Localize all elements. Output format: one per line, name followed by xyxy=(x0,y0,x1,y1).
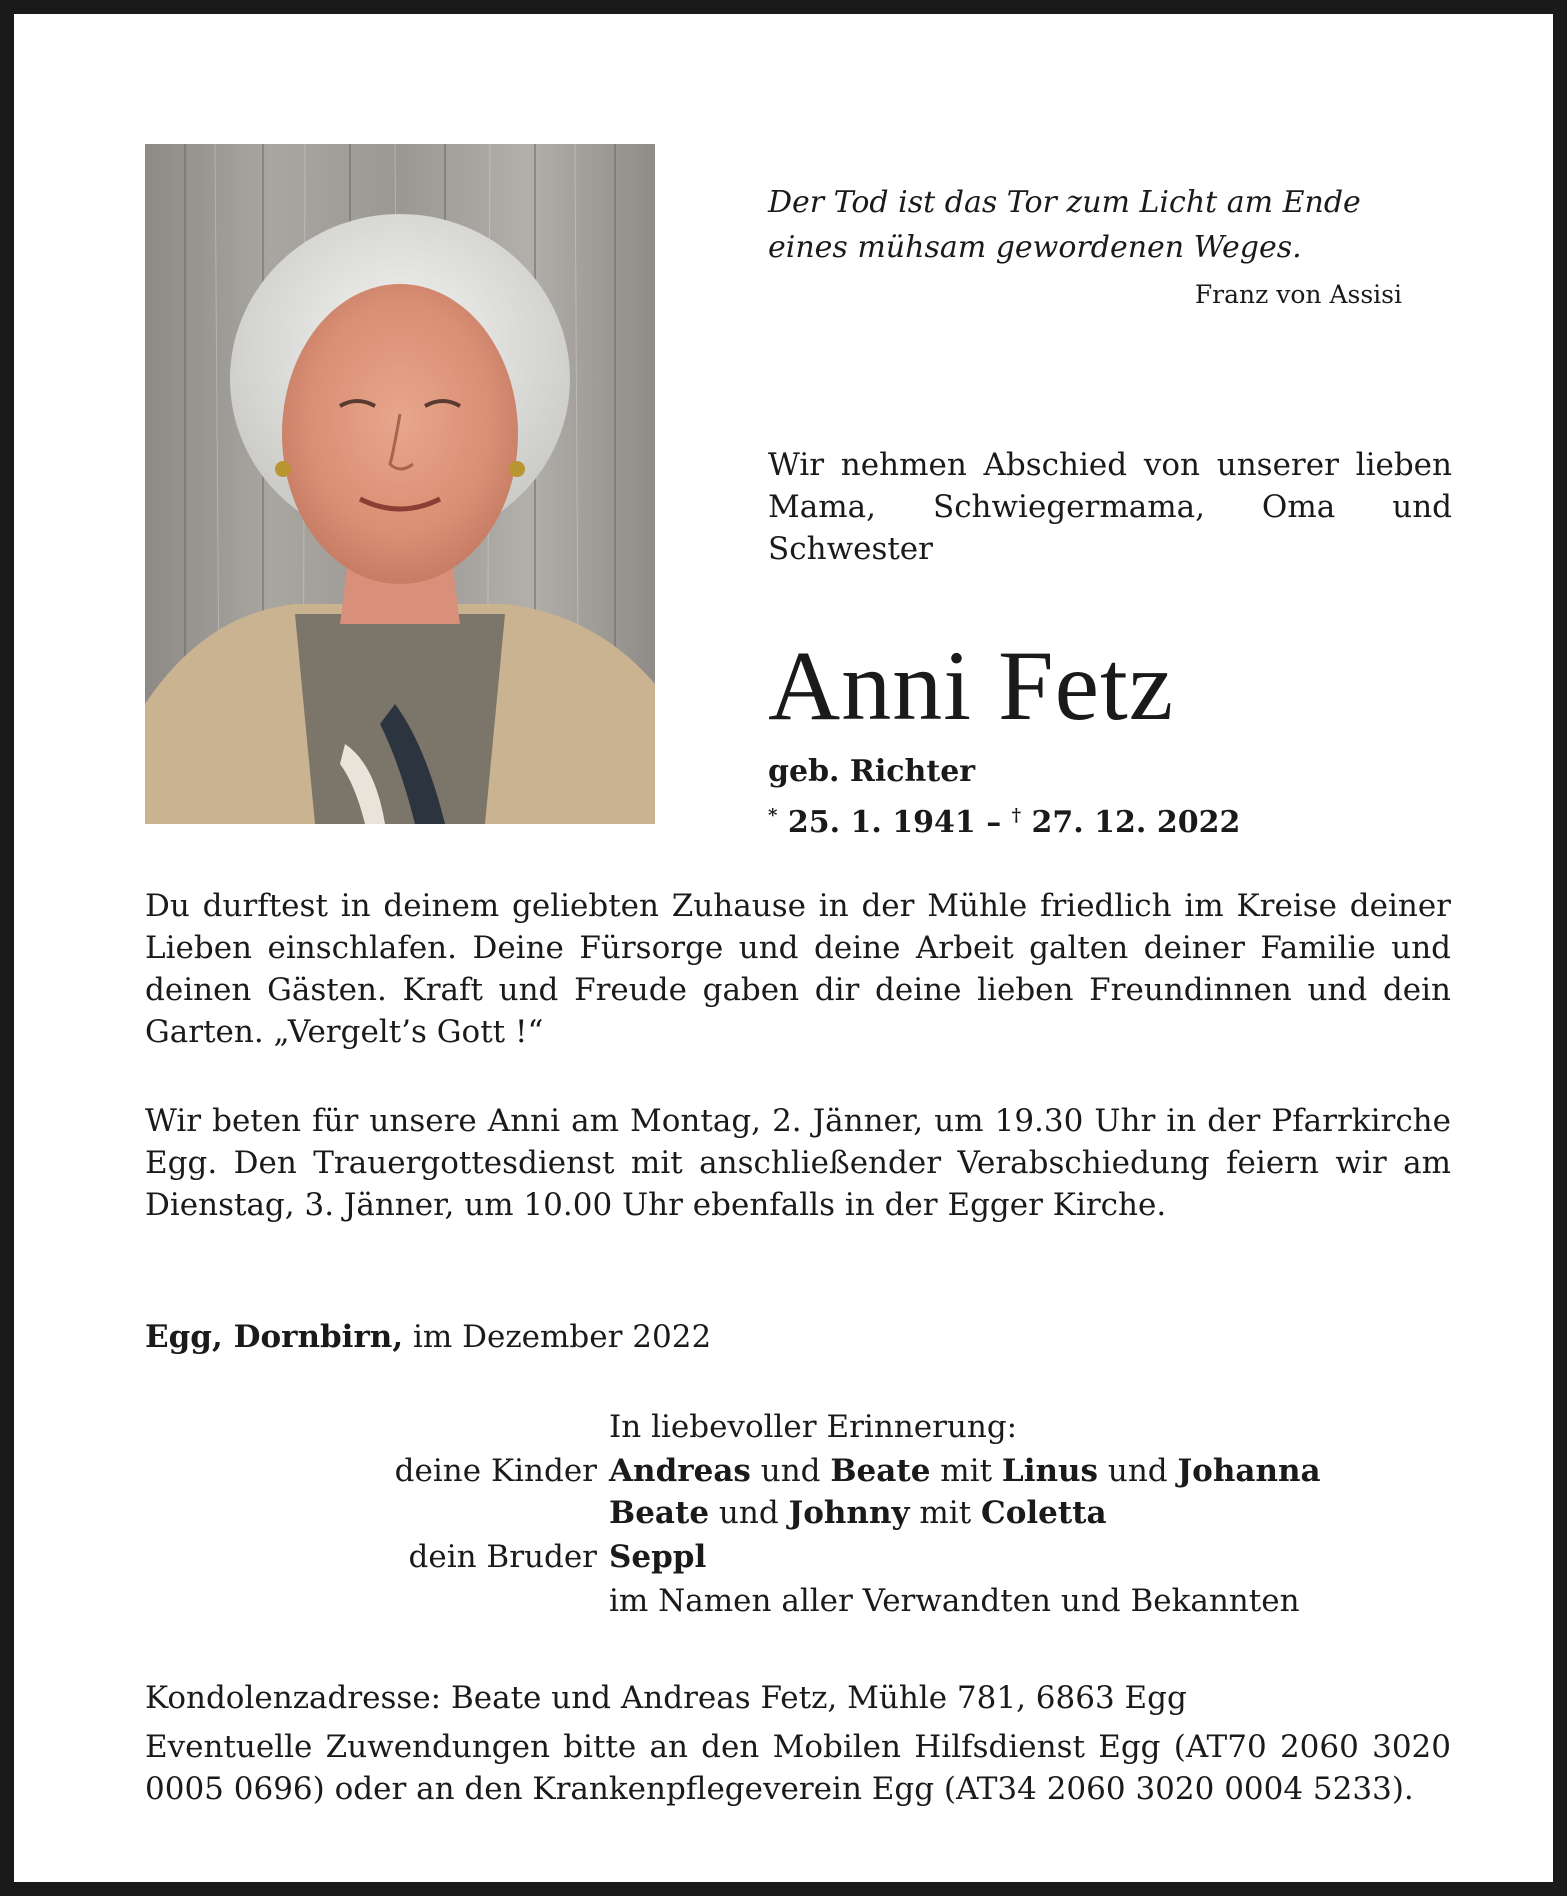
donation-note: Eventuelle Zuwendungen bitte an den Mobilen Hilfsdienst Egg (AT70 2060 3020 0005 0696) oder an den Krankenpflegeverein Egg (AT34 2060 3020 0004 5233). xyxy=(145,1729,1451,1807)
paragraph-1: Du durftest in deinem geliebten Zuhause in der Mühle friedlich im Kreise deiner Lieben einschlafen. Deine Fürsorge und deine Arbeit galten deiner Familie und deinen Gästen. Kraft und Freude gaben dir deine lieben Freundinnen und dein Garten. „Vergelt’s Gott !“ xyxy=(145,888,1451,1050)
kinder-line-2 xyxy=(609,1492,1107,1534)
quote-author: Franz von Assisi xyxy=(1194,280,1402,309)
family-name: Andreas xyxy=(609,1453,751,1489)
connector: und xyxy=(1098,1453,1178,1489)
place-bold: Egg, Dornbirn, xyxy=(145,1319,404,1355)
connector: mit xyxy=(930,1453,1002,1489)
connector: mit xyxy=(909,1495,982,1531)
family-name: Johnny xyxy=(788,1495,910,1531)
place-date xyxy=(145,1316,711,1358)
quote xyxy=(768,180,1404,270)
paragraph-2: Wir beten für unsere Anni am Montag, 2. Jänner, um 19.30 Uhr in der Pfarrkirche Egg. Den Trauergottesdienst mit anschließender Verabschiedung feiern wir am Dienstag, 3. Jänner, um 10.00 Uhr ebenfalls in der Egger Kirche. xyxy=(145,1103,1451,1223)
quote-line-2: eines mühsam gewordenen Weges. xyxy=(768,230,1302,265)
family-name: Johanna xyxy=(1177,1453,1321,1489)
family-name: Coletta xyxy=(981,1495,1107,1531)
kinder-line-1 xyxy=(609,1450,1321,1492)
quote-line-1: Der Tod ist das Tor zum Licht am Ende xyxy=(768,185,1361,220)
date-separator: – xyxy=(975,805,1012,840)
family-name: Linus xyxy=(1001,1453,1099,1489)
condolence-address: Kondolenzadresse: Beate und Andreas Fetz, Mühle 781, 6863 Egg xyxy=(145,1680,1187,1716)
connector: und xyxy=(750,1453,831,1489)
death-date: 27. 12. 2022 xyxy=(1031,805,1241,840)
deceased-name: Anni Fetz xyxy=(768,630,1175,741)
place-rest: im Dezember 2022 xyxy=(403,1319,712,1355)
closing-line: im Namen aller Verwandten und Bekannten xyxy=(609,1583,1300,1619)
bruder-line xyxy=(609,1536,706,1578)
bruder-label: dein Bruder xyxy=(408,1539,597,1575)
connector: und xyxy=(709,1495,789,1531)
birth-date: 25. 1. 1941 xyxy=(787,805,976,840)
memory-heading: In liebevoller Erinnerung: xyxy=(609,1409,1018,1445)
intro-text: Wir nehmen Abschied von unserer lieben Mama, Schwiegermama, Oma und Schwester xyxy=(768,447,1452,567)
family-name: Seppl xyxy=(609,1539,707,1575)
family-name: Beate xyxy=(609,1495,710,1531)
death-symbol: † xyxy=(1011,805,1022,826)
family-name: Beate xyxy=(830,1453,931,1489)
birth-symbol: * xyxy=(768,805,778,826)
kinder-label: deine Kinder xyxy=(394,1453,597,1489)
life-dates xyxy=(768,796,1240,843)
portrait-photo xyxy=(145,144,655,824)
birth-name: geb. Richter xyxy=(768,754,976,789)
